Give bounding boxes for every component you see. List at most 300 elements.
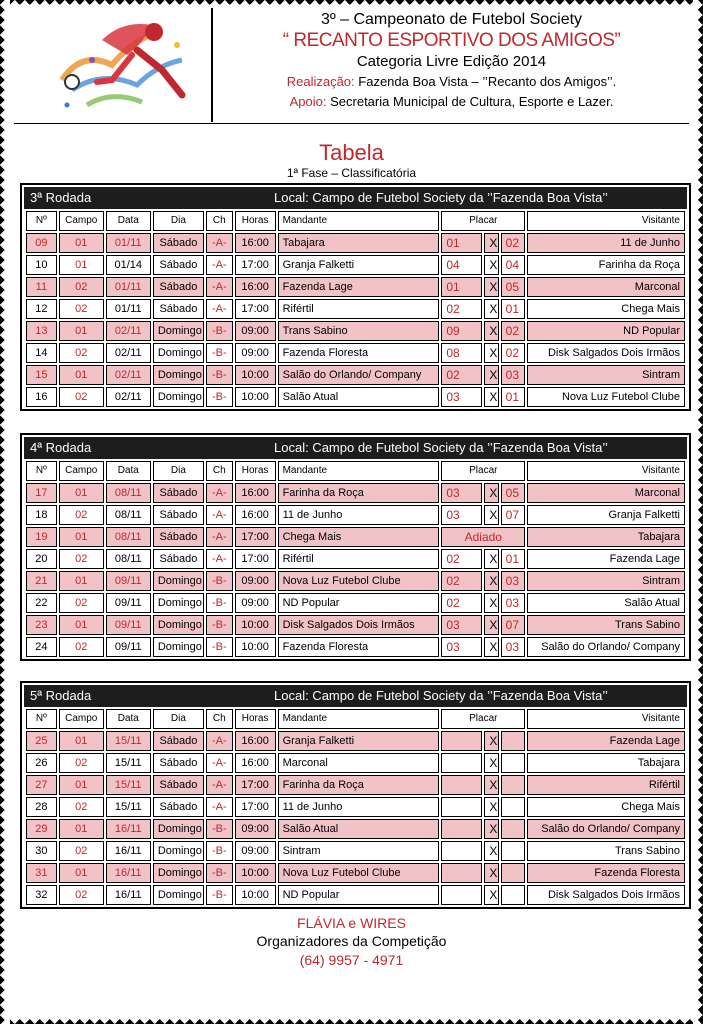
home-team: 11 de Junho [278, 505, 440, 525]
score-separator: X [484, 387, 498, 407]
home-score [441, 885, 482, 905]
championship-name: “ RECANTO ESPORTIVO DOS AMIGOS” [282, 30, 621, 51]
match-day: Sábado [153, 731, 204, 751]
col-header-horas: Horas [235, 709, 276, 729]
home-team: Rifértil [278, 549, 440, 569]
home-score: 02 [441, 299, 482, 319]
home-score [441, 753, 482, 773]
match-day: Sábado [153, 549, 204, 569]
away-team: Chega Mais [527, 797, 685, 817]
away-score: 04 [501, 255, 526, 275]
table-row [26, 299, 685, 319]
match-date: 09/11 [106, 571, 151, 591]
table-row [26, 505, 685, 525]
match-key: -A- [206, 255, 233, 275]
away-score [501, 753, 526, 773]
away-score [501, 819, 526, 839]
match-day: Sábado [153, 483, 204, 503]
field-number: 02 [59, 277, 104, 297]
field-number: 01 [59, 255, 104, 275]
match-date: 02/11 [106, 365, 151, 385]
home-score: 03 [441, 483, 482, 503]
match-number: 21 [26, 571, 57, 591]
score-separator: X [484, 483, 498, 503]
organizer-names: FLÁVIA e WIRES [297, 915, 406, 931]
match-day: Sábado [153, 527, 204, 547]
away-score [501, 885, 526, 905]
round-header [24, 685, 687, 707]
header-rule [14, 123, 689, 124]
match-key: -A- [206, 797, 233, 817]
away-score: 01 [501, 549, 526, 569]
match-day: Sábado [153, 233, 204, 253]
organizer-phone: (64) 9957 - 4971 [299, 952, 404, 968]
apoio-label: Apoio: [289, 94, 327, 109]
col-header-visitante: Visitante [527, 709, 685, 729]
round-name: 5ª Rodada [30, 688, 92, 703]
match-day: Sábado [153, 797, 204, 817]
table-row [26, 277, 685, 297]
match-time: 09:00 [235, 841, 276, 861]
field-number: 01 [59, 863, 104, 883]
score-separator: X [484, 731, 498, 751]
score-status: Adiado [441, 527, 525, 547]
match-day: Domingo [153, 593, 204, 613]
score-separator: X [484, 343, 498, 363]
table-header-row [26, 211, 685, 231]
away-score: 03 [501, 365, 526, 385]
col-header-visitante: Visitante [527, 211, 685, 231]
match-date: 15/11 [106, 731, 151, 751]
match-number: 31 [26, 863, 57, 883]
away-score: 02 [501, 321, 526, 341]
away-score: 03 [501, 593, 526, 613]
col-header-dia: Dia [153, 709, 204, 729]
match-key: -B- [206, 571, 233, 591]
match-number: 32 [26, 885, 57, 905]
page-header [14, 8, 689, 122]
table-row [26, 387, 685, 407]
score-separator: X [484, 505, 498, 525]
home-score: 02 [441, 549, 482, 569]
home-team: Sintram [278, 841, 440, 861]
page-footer [0, 914, 703, 969]
field-number: 01 [59, 731, 104, 751]
match-key: -A- [206, 233, 233, 253]
match-key: -B- [206, 841, 233, 861]
away-score [501, 731, 526, 751]
match-day: Domingo [153, 387, 204, 407]
table-row [26, 321, 685, 341]
match-date: 09/11 [106, 593, 151, 613]
round-section [20, 183, 691, 411]
away-team: Tabajara [527, 753, 685, 773]
home-team: ND Popular [278, 885, 440, 905]
col-header-campo: Campo [59, 461, 104, 481]
home-score [441, 863, 482, 883]
away-team: Tabajara [527, 527, 685, 547]
away-team: Nova Luz Futebol Clube [527, 387, 685, 407]
match-number: 19 [26, 527, 57, 547]
match-number: 30 [26, 841, 57, 861]
score-separator: X [484, 365, 498, 385]
match-time: 16:00 [235, 505, 276, 525]
match-day: Sábado [153, 299, 204, 319]
field-number: 02 [59, 549, 104, 569]
away-team: Marconal [527, 483, 685, 503]
match-day: Sábado [153, 753, 204, 773]
away-team: Farinha da Roça [527, 255, 685, 275]
match-day: Sábado [153, 255, 204, 275]
score-separator: X [484, 615, 498, 635]
header-divider [211, 8, 213, 122]
match-number: 24 [26, 637, 57, 657]
table-row [26, 483, 685, 503]
table-row [26, 797, 685, 817]
table-row [26, 775, 685, 795]
away-team: Marconal [527, 277, 685, 297]
match-time: 16:00 [235, 483, 276, 503]
score-separator: X [484, 863, 498, 883]
col-header-data: Data [106, 709, 151, 729]
match-date: 08/11 [106, 505, 151, 525]
match-time: 10:00 [235, 885, 276, 905]
round-name: 3ª Rodada [30, 190, 92, 205]
col-header-placar: Placar [441, 709, 525, 729]
home-score [441, 841, 482, 861]
away-score: 07 [501, 505, 526, 525]
match-key: -A- [206, 505, 233, 525]
score-separator: X [484, 299, 498, 319]
home-team: Chega Mais [278, 527, 440, 547]
table-row [26, 549, 685, 569]
match-date: 08/11 [106, 483, 151, 503]
away-score [501, 775, 526, 795]
match-number: 28 [26, 797, 57, 817]
match-key: -B- [206, 365, 233, 385]
field-number: 02 [59, 637, 104, 657]
field-number: 01 [59, 321, 104, 341]
match-key: -A- [206, 731, 233, 751]
match-number: 11 [26, 277, 57, 297]
away-score [501, 841, 526, 861]
home-team: Rifértil [278, 299, 440, 319]
home-score: 08 [441, 343, 482, 363]
table-row [26, 615, 685, 635]
col-header-number: Nº [26, 461, 57, 481]
score-separator: X [484, 233, 498, 253]
away-team: Salão do Orlando/ Company [527, 819, 685, 839]
header-text [214, 10, 689, 112]
col-header-dia: Dia [153, 211, 204, 231]
match-number: 14 [26, 343, 57, 363]
col-header-placar: Placar [441, 461, 525, 481]
realizacao-label: Realização: [286, 74, 355, 89]
field-number: 02 [59, 885, 104, 905]
organizer-role: Organizadores da Competição [256, 933, 447, 949]
col-header-dia: Dia [153, 461, 204, 481]
table-row [26, 233, 685, 253]
home-score: 01 [441, 277, 482, 297]
match-key: -A- [206, 277, 233, 297]
away-score: 07 [501, 615, 526, 635]
table-row [26, 753, 685, 773]
table-row [26, 637, 685, 657]
away-score [501, 863, 526, 883]
realizacao-value: Fazenda Boa Vista – ’’Recanto dos Amigos’’. [358, 74, 617, 89]
match-time: 10:00 [235, 365, 276, 385]
col-header-ch: Ch [206, 461, 233, 481]
match-date: 15/11 [106, 775, 151, 795]
match-number: 20 [26, 549, 57, 569]
away-score: 03 [501, 571, 526, 591]
match-date: 02/11 [106, 343, 151, 363]
match-key: -A- [206, 299, 233, 319]
round-header [24, 437, 687, 459]
away-score: 05 [501, 483, 526, 503]
soccer-player-logo [42, 10, 202, 118]
away-team: Fazenda Floresta [527, 863, 685, 883]
match-date: 01/11 [106, 277, 151, 297]
home-team: 11 de Junho [278, 797, 440, 817]
match-number: 17 [26, 483, 57, 503]
match-key: -B- [206, 343, 233, 363]
match-date: 15/11 [106, 797, 151, 817]
away-team: 11 de Junho [527, 233, 685, 253]
home-score: 03 [441, 505, 482, 525]
away-team: Granja Falketti [527, 505, 685, 525]
match-number: 16 [26, 387, 57, 407]
round-section [20, 681, 691, 909]
field-number: 01 [59, 775, 104, 795]
field-number: 01 [59, 615, 104, 635]
match-time: 16:00 [235, 753, 276, 773]
away-score [501, 797, 526, 817]
col-header-data: Data [106, 211, 151, 231]
home-team: Salão do Orlando/ Company [278, 365, 440, 385]
match-key: -B- [206, 593, 233, 613]
away-team: ND Popular [527, 321, 685, 341]
field-number: 02 [59, 387, 104, 407]
match-time: 16:00 [235, 277, 276, 297]
away-score: 02 [501, 343, 526, 363]
match-number: 25 [26, 731, 57, 751]
field-number: 01 [59, 233, 104, 253]
col-header-horas: Horas [235, 461, 276, 481]
match-time: 17:00 [235, 527, 276, 547]
match-date: 09/11 [106, 637, 151, 657]
col-header-campo: Campo [59, 211, 104, 231]
match-day: Domingo [153, 885, 204, 905]
match-key: -B- [206, 321, 233, 341]
match-date: 16/11 [106, 863, 151, 883]
match-time: 17:00 [235, 299, 276, 319]
field-number: 02 [59, 505, 104, 525]
match-date: 01/14 [106, 255, 151, 275]
match-time: 17:00 [235, 797, 276, 817]
home-team: Marconal [278, 753, 440, 773]
table-row [26, 255, 685, 275]
home-team: Trans Sabino [278, 321, 440, 341]
score-separator: X [484, 775, 498, 795]
page-border-bottom [0, 1014, 703, 1024]
table-row [26, 593, 685, 613]
field-number: 01 [59, 483, 104, 503]
match-date: 02/11 [106, 387, 151, 407]
round-section [20, 433, 691, 661]
home-score: 01 [441, 233, 482, 253]
away-team: Trans Sabino [527, 841, 685, 861]
match-date: 15/11 [106, 753, 151, 773]
match-key: -A- [206, 753, 233, 773]
match-day: Domingo [153, 571, 204, 591]
away-team: Fazenda Lage [527, 731, 685, 751]
home-score: 09 [441, 321, 482, 341]
score-separator: X [484, 885, 498, 905]
home-team: Salão Atual [278, 387, 440, 407]
score-separator: X [484, 255, 498, 275]
match-key: -B- [206, 387, 233, 407]
score-separator: X [484, 321, 498, 341]
away-team: Disk Salgados Dois Irmãos [527, 885, 685, 905]
match-day: Domingo [153, 841, 204, 861]
away-team: Salão do Orlando/ Company [527, 637, 685, 657]
home-team: Fazenda Floresta [278, 637, 440, 657]
away-team: Trans Sabino [527, 615, 685, 635]
match-number: 23 [26, 615, 57, 635]
round-header [24, 187, 687, 209]
home-team: Nova Luz Futebol Clube [278, 571, 440, 591]
match-day: Sábado [153, 505, 204, 525]
table-row [26, 571, 685, 591]
match-date: 01/11 [106, 299, 151, 319]
round-location: Local: Campo de Futebol Society da ’’Fazenda Boa Vista’’ [274, 440, 608, 455]
home-team: ND Popular [278, 593, 440, 613]
championship-edition: 3º – Campeonato de Futebol Society [320, 11, 583, 28]
schedule-table [24, 209, 687, 409]
match-time: 17:00 [235, 775, 276, 795]
table-header-row [26, 461, 685, 481]
match-number: 15 [26, 365, 57, 385]
match-time: 10:00 [235, 637, 276, 657]
match-day: Domingo [153, 343, 204, 363]
page-title: Tabela [319, 140, 384, 165]
col-header-number: Nº [26, 211, 57, 231]
match-number: 18 [26, 505, 57, 525]
match-time: 16:00 [235, 731, 276, 751]
col-header-mandante: Mandante [278, 211, 440, 231]
field-number: 01 [59, 527, 104, 547]
field-number: 02 [59, 841, 104, 861]
col-header-number: Nº [26, 709, 57, 729]
table-row [26, 731, 685, 751]
home-score [441, 731, 482, 751]
phase-subtitle: 1ª Fase – Classificatória [286, 166, 417, 180]
match-day: Sábado [153, 775, 204, 795]
col-header-visitante: Visitante [527, 461, 685, 481]
match-time: 10:00 [235, 863, 276, 883]
match-key: -B- [206, 863, 233, 883]
home-score: 02 [441, 593, 482, 613]
match-time: 16:00 [235, 233, 276, 253]
field-number: 01 [59, 571, 104, 591]
field-number: 02 [59, 797, 104, 817]
match-date: 09/11 [106, 615, 151, 635]
away-team: Fazenda Lage [527, 549, 685, 569]
match-date: 02/11 [106, 321, 151, 341]
home-team: Fazenda Lage [278, 277, 440, 297]
field-number: 01 [59, 819, 104, 839]
col-header-ch: Ch [206, 709, 233, 729]
match-date: 16/11 [106, 819, 151, 839]
match-number: 10 [26, 255, 57, 275]
match-time: 17:00 [235, 255, 276, 275]
col-header-horas: Horas [235, 211, 276, 231]
home-team: Granja Falketti [278, 731, 440, 751]
schedule-table [24, 707, 687, 907]
table-row [26, 527, 685, 547]
match-day: Domingo [153, 365, 204, 385]
round-location: Local: Campo de Futebol Society da ’’Fazenda Boa Vista’’ [274, 688, 608, 703]
schedule-table [24, 459, 687, 659]
home-team: Fazenda Floresta [278, 343, 440, 363]
col-header-campo: Campo [59, 709, 104, 729]
home-score: 02 [441, 365, 482, 385]
home-score: 04 [441, 255, 482, 275]
match-day: Domingo [153, 819, 204, 839]
table-row [26, 885, 685, 905]
home-score [441, 797, 482, 817]
match-day: Domingo [153, 637, 204, 657]
match-date: 16/11 [106, 885, 151, 905]
match-day: Domingo [153, 615, 204, 635]
away-team: Disk Salgados Dois Irmãos [527, 343, 685, 363]
field-number: 02 [59, 299, 104, 319]
realizacao-line [214, 72, 689, 92]
home-score [441, 775, 482, 795]
home-team: Disk Salgados Dois Irmãos [278, 615, 440, 635]
col-header-data: Data [106, 461, 151, 481]
col-header-mandante: Mandante [278, 461, 440, 481]
away-score: 01 [501, 299, 526, 319]
field-number: 01 [59, 365, 104, 385]
away-score: 03 [501, 637, 526, 657]
home-team: Salão Atual [278, 819, 440, 839]
match-key: -B- [206, 615, 233, 635]
home-team: Granja Falketti [278, 255, 440, 275]
table-row [26, 819, 685, 839]
match-number: 27 [26, 775, 57, 795]
home-score: 03 [441, 615, 482, 635]
score-separator: X [484, 753, 498, 773]
round-location: Local: Campo de Futebol Society da ’’Fazenda Boa Vista’’ [274, 190, 608, 205]
match-time: 09:00 [235, 321, 276, 341]
match-number: 09 [26, 233, 57, 253]
away-score: 02 [501, 233, 526, 253]
category-edition: Categoria Livre Edição 2014 [356, 53, 547, 70]
match-key: -A- [206, 549, 233, 569]
round-name: 4ª Rodada [30, 440, 92, 455]
home-team: Farinha da Roça [278, 483, 440, 503]
field-number: 02 [59, 753, 104, 773]
away-team: Rifértil [527, 775, 685, 795]
away-team: Salão Atual [527, 593, 685, 613]
match-number: 26 [26, 753, 57, 773]
home-score [441, 819, 482, 839]
away-score: 01 [501, 387, 526, 407]
home-score: 03 [441, 637, 482, 657]
table-row [26, 863, 685, 883]
